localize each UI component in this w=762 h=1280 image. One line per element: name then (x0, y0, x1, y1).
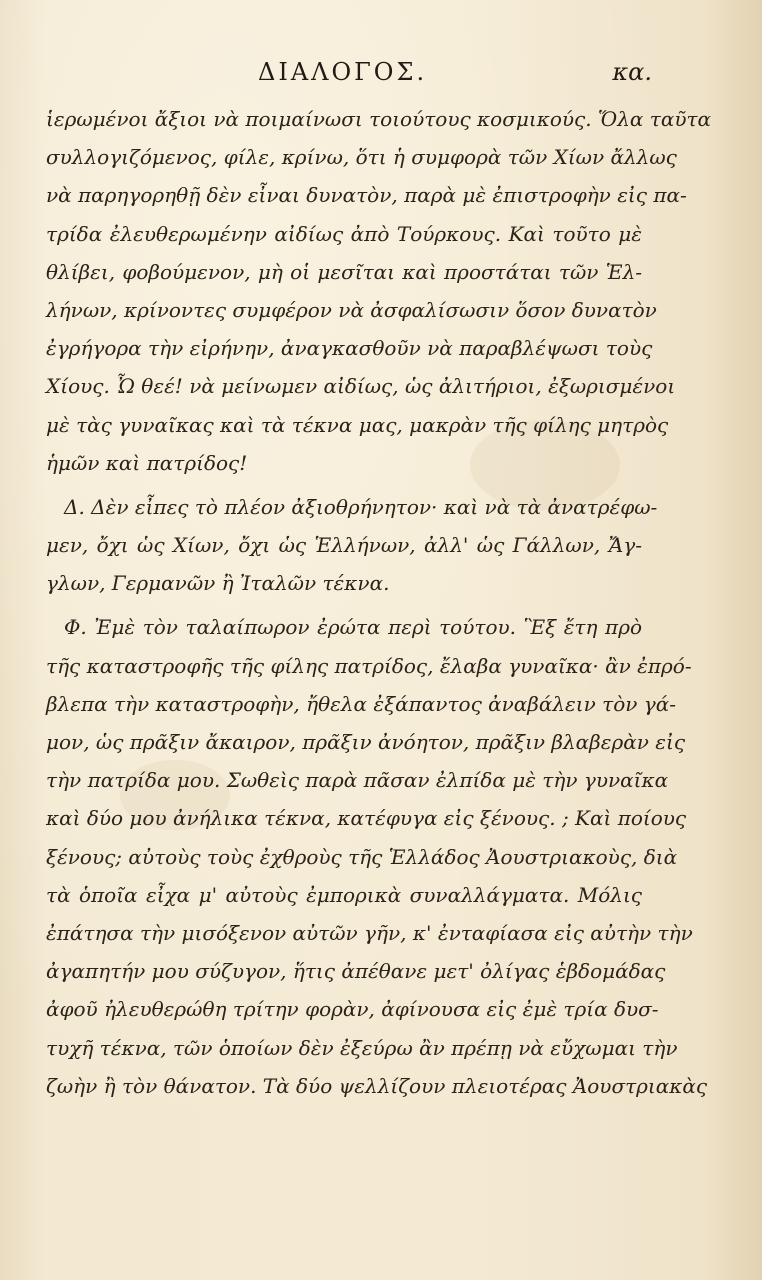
text-line: Χίους. Ὦ θεέ! νὰ μείνωμεν αἰδίως, ὡς ἀλιτήριοι, ἐξωρισμένοι (46, 374, 676, 399)
text-line: ἐπάτησα τὴν μισόξενον αὐτῶν γῆν, κ' ἐνταφίασα εἰς αὐτὴν τὴν (46, 920, 693, 945)
text-line: ἱερωμένοι ἄξιοι νὰ ποιμαίνωσι τοιούτους κοσμικούς. Ὅλα ταῦτα (46, 107, 712, 131)
text-line: μὲ τὰς γυναῖκας καὶ τὰ τέκνα μας, μακρὰν τῆς φίλης μητρὸς (46, 412, 669, 437)
text-line: ζωὴν ἢ τὸν θάνατον. Τὰ δύο ψελλίζουν πλειοτέρας Ἀουστριακὰς (46, 1073, 708, 1098)
text-line: μεν, ὄχι ὡς Χίων, ὄχι ὡς Ἑλλήνων, ἀλλ' ὡς Γάλλων, Ἄγ- (46, 533, 642, 558)
text-line: ξένους; αὐτοὺς τοὺς ἐχθροὺς τῆς Ἑλλάδος Ἀουστριακοὺς, διὰ (46, 844, 678, 869)
text-line: τὰ ὁποῖα εἶχα μ' αὐτοὺς ἐμπορικὰ συναλλάγματα. Μόλις (46, 882, 642, 907)
text-line: ἀφοῦ ἠλευθερώθη τρίτην φορὰν, ἀφίνουσα εἰς ἐμὲ τρία δυσ- (46, 997, 659, 1022)
page-header (0, 58, 762, 92)
running-title: ΔΙΑΛΟΓΟΣ. (258, 58, 428, 86)
text-line: νὰ παρηγορηθῇ δὲν εἶναι δυνατὸν, παρὰ μὲ ἐπιστροφὴν εἰς πα- (46, 183, 687, 208)
text-line: γλων, Γερμανῶν ἢ Ἰταλῶν τέκνα. (46, 571, 390, 596)
body-text (46, 100, 712, 1105)
text-line: ἀγαπητήν μου σύζυγον, ἥτις ἀπέθανε μετ' ὀλίγας ἑβδομάδας (46, 959, 666, 984)
text-line: Δ. Δὲν εἶπες τὸ πλέον ἀξιοθρήνητον· καὶ νὰ τὰ ἀνατρέφω- (64, 494, 658, 519)
text-line: ἐγρήγορα τὴν εἰρήνην, ἀναγκασθοῦν νὰ παραβλέψωσι τοὺς (46, 336, 653, 361)
text-line: βλεπα τὴν καταστροφὴν, ἤθελα ἐξάπαντος ἀναβάλειν τὸν γά- (46, 691, 676, 716)
paragraph (46, 488, 658, 603)
text-line: συλλογιζόμενος, φίλε, κρίνω, ὅτι ἡ συμφορὰ τῶν Χίων ἄλλως (46, 145, 677, 170)
text-line: καὶ δύο μου ἀνήλικα τέκνα, κατέφυγα εἰς ξένους. ; Καὶ ποίους (46, 806, 687, 831)
text-line: θλίβει, φοβούμενον, μὴ οἱ μεσῖται καὶ προστάται τῶν Ἑλ- (46, 259, 642, 284)
text-line: μον, ὡς πρᾶξιν ἄκαιρον, πρᾶξιν ἀνόητον, πρᾶξιν βλαβερὰν εἰς (46, 730, 686, 754)
page-number: κα. (612, 58, 652, 86)
paragraph (46, 100, 712, 482)
text-line: τυχῆ τέκνα, τῶν ὁποίων δὲν ἐξεύρω ἂν πρέπῃ νὰ εὔχωμαι τὴν (46, 1035, 678, 1060)
text-line: λήνων, κρίνοντες συμφέρον νὰ ἀσφαλίσωσιν ὅσον δυνατὸν (46, 297, 657, 322)
text-line: Φ. Ἐμὲ τὸν ταλαίπωρον ἐρώτα περὶ τούτου. Ἓξ ἔτη πρὸ (64, 615, 642, 640)
text-line: τρίδα ἐλευθερωμένην αἰδίως ἀπὸ Τούρκους. Καὶ τοῦτο μὲ (46, 221, 642, 246)
text-line: τὴν πατρίδα μου. Σωθεὶς παρὰ πᾶσαν ἐλπίδα μὲ τὴν γυναῖκα (46, 768, 669, 793)
paragraph (46, 608, 708, 1104)
text-line: τῆς καταστροφῆς τῆς φίλης πατρίδος, ἔλαβα γυναῖκα· ἂν ἐπρό- (46, 653, 692, 678)
text-line: ἡμῶν καὶ πατρίδος! (46, 450, 248, 475)
